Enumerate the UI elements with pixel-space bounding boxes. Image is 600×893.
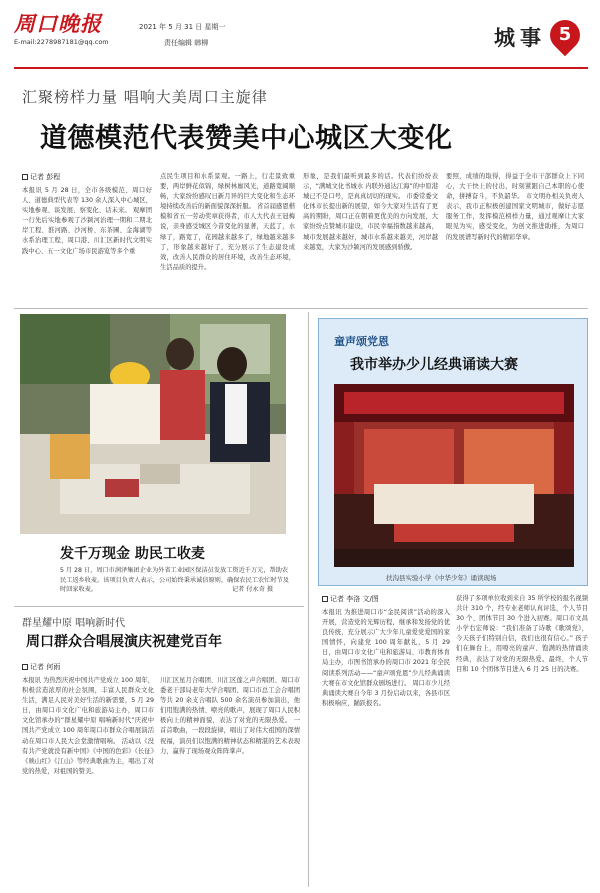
newspaper-logo: 周口晚报 [14, 11, 102, 36]
chorus-headline: 周口群众合唱展演庆祝建党百年 [26, 634, 222, 650]
chorus-text-2: 川汇区星月合唱团、川汇区莲之声合唱团、周口市委老干部局老年大学合唱团、周口市总工会合唱团等共 20 余支合唱队 500 余名演员参加演出，他们用饱满的热情、嘹亮的歌声，展现了周口人民积极向上的精神面貌，表达了对党的无限热爱。 一首首歌曲，一段段旋律，唱出了对伟大祖国的深情祝福，演员们以饱满的精神状态和精湛的艺术表现力，赢得了现场观众阵阵掌声。 [160, 677, 300, 755]
reading-stage-photo [334, 384, 574, 567]
reading-photo-caption: 扶沟县实验小学《中华少年》诵读现场 [386, 574, 497, 582]
lead-headline: 道德模范代表赞美中心城区大变化 [40, 123, 453, 154]
reading-text-1: 本报讯 为推进周口市“金民阅读”活动的深入开展，营造党的光辉历程，继承和发扬党的优良传统，充分展示广大少年儿童爱党爱国的家国情怀，向建党 100 周年献礼，5 月 29 日，由周口市文化广电和旅游局、市教育体育局主办，市图书馆承办的周口市 2021 年全民阅读系列活动——“童声颂党恩”少儿经典诵读大赛在市文化馆群众剧场进行。 周口市少儿经典诵读大赛自今年 3 月份启动以来，各县市区积极响应，踊跃报名。 [322, 609, 450, 707]
contact-email: E-mail:2278987181@qq.com [14, 38, 109, 46]
section-divider [14, 308, 588, 309]
reading-column-2 [456, 594, 588, 872]
masthead-divider [14, 67, 588, 69]
lead-column-4 [446, 172, 584, 292]
lead-text-4: 要照，成绩的取得，得益于全市干部群众上下同心，大干快上的付出，时刻紧跟自己本职的心使命，拼搏奋斗，不负韶华。 市文明办相关负责人表示，我市正积极创建国家文明城市，做好志愿服务工作，发挥模范榜样力量，通过观摩让大家眼见为实，感受变化，为创文推进助推，为周口的发展谱写新时代的精彩华章。 [446, 173, 584, 241]
lead-text-3: 形象，是我们最听到最多的话。代表们纷纷表示，“满城文化书城水 内联外通达江海”的中原港城已不是口号，是真真切切的现实。 市委常委文化体市长提出新的展望，如今大家对生活有了更高的期盼，周口正在朝着更优美的方向发展，大家纷纷点赞城市建设，市民幸福指数越来越高，城市发展越来越好，城市水系越来越美，河岸越来越宽，大家为沙颍河的发展感到骄傲。 [303, 173, 438, 251]
reading-byline: 记者 李洛 文/图 [322, 594, 450, 604]
issue-date: 2021 年 5 月 31 日 星期一 [139, 23, 226, 31]
page-number: 5 [558, 24, 572, 45]
section-name: 城事 [494, 25, 546, 50]
chorus-kicker: 群星耀中原 唱响新时代 [22, 618, 126, 629]
lead-text-2: 点民生项目和水系景观。一路上，行走景致重要，两岸鲜花似锦，绿树林廊风光，道路宽阔顺畅，大家纷纷感叹日新月异的巨大变化和生态环境持续改善后的新面貌深深折服。 省首届感恩楷模和省五一劳动奖章获得者，市人大代表王冠梅说，亲身感受城区今昔变化的显著，天蓝了，水绿了，路宽了，花园越来越多了，绿地越来越多了，形象越来越好了，充分展示了生态建设成效，改善人民群众的居住环境，改善生态环境，生活品质的提升。 [160, 173, 295, 271]
chorus-byline: 记者 何雨 [22, 662, 154, 672]
reading-column-1 [322, 594, 450, 870]
chorus-divider [14, 606, 304, 607]
lead-column-2 [160, 172, 295, 306]
photo-title: 发千万现金 助民工收麦 [60, 546, 205, 562]
editor-credit: 责任编辑 韩柳 [164, 39, 209, 47]
chorus-column-1 [22, 662, 154, 872]
lead-text-1: 本报讯 5 月 28 日，全市各级模范、周口好人、道德典型代表等 130 余人深入中心城区，实地参观、谈发展、察变化、话未来。 观摩团一行先后实地参观了沙颍河治理一期和二期北岸工程、淮河路、沙河桥、东茶圃、金海湖等水系治理工程，周口港、川汇区新时代文明实践中心、五一文化广场市民游览等多个重 [22, 187, 152, 255]
lead-column-1 [22, 172, 152, 306]
masthead [14, 8, 588, 66]
chorus-column-2 [160, 676, 300, 872]
photo-credit: 记者 付永奇 摄 [232, 586, 274, 593]
lead-byline: 记者 彭程 [22, 172, 152, 182]
column-divider [308, 312, 309, 887]
reading-text-2: 获得了多项单位收到来自 35 所学校的报名视频共计 310 个，经专业老师认真评选，个人节目 30 个、团体节目 30 个进入初赛。周口市文昌小学右宏师说：“我们准备了诗歌《歌颂党》，今天孩子们特别自信，我们也很有信心。” 孩子们在舞台上，用嘹亮的童声、饱满的热情诵读经典，表达了对党的无限热爱。最终，个人节目和 10 个团体节目进入 6 月 25 日的决赛。 [456, 595, 588, 673]
reading-tag: 童声颂党恩 [334, 335, 389, 348]
harvest-wage-photo [20, 314, 286, 534]
reading-headline: 我市举办少儿经典诵读大赛 [350, 357, 518, 373]
lead-column-3 [303, 172, 438, 306]
lead-kicker: 汇聚榜样力量 唱响大美周口主旋律 [22, 88, 268, 106]
photo-caption: 5 月 28 日，周口市润泽集团企业为外省工业园区保洁员发放工资近千万元，帮助农民工返乡收麦。该项目负责人表示，公司始终秉承诚信原则，确保农民工农忙时节及时回家收麦。 [60, 567, 289, 594]
chorus-text-1: 本报讯 为热烈庆祝中国共产党成立 100 周年，积极营造浓厚的社会氛围，丰富人民群众文化生活，满足人民对美好生活的新需要，5 月 29 日，由周口市文化广电和旅游局主办，周口市文化馆承办的“群星耀中原 唱响新时代”庆祝中国共产党成立 100 周年周口市群众合唱展演活动在周口市人民大会堂激情唱响。 活动以《没有共产党就没有新中国》《中国的色彩》《长征》《映山红》《江山》等经典歌曲为主，唱出了对党的热爱，对祖国的赞美。 [22, 677, 154, 775]
